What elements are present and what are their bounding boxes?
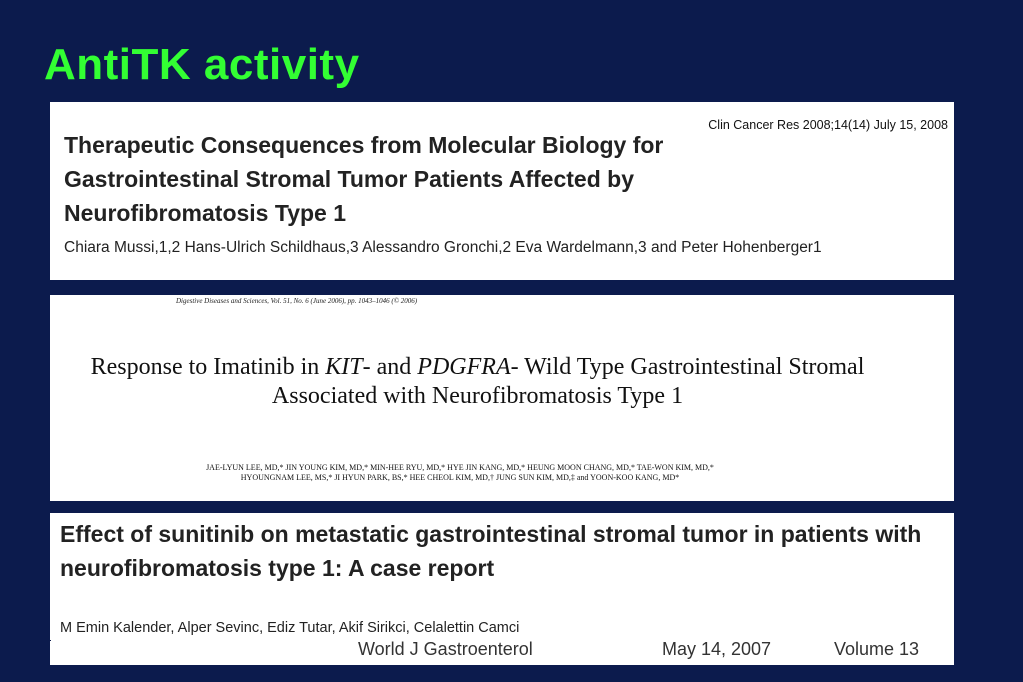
divider (50, 640, 51, 641)
article-clipping-world-j-gastroenterol (50, 513, 954, 665)
gene-kit: KIT (325, 354, 363, 380)
article-clipping-dig-dis-sci (50, 295, 954, 501)
journal-name: World J Gastroenterol (358, 639, 533, 659)
article-clipping-clin-cancer-res (50, 102, 954, 280)
title-part: - Wild Type Gastrointestinal Stromal Associated with Neurofibromatosis Type 1 (271, 354, 865, 409)
title-part: Response to Imatinib in (90, 354, 326, 380)
article-title: Effect of sunitinib on metastatic gastrointestinal stromal tumor in patients with neurofibromatosis type 1: A case report (60, 521, 922, 581)
slide-title: AntiTK activity (44, 40, 360, 89)
article-authors: JAE-LYUN LEE, MD,* JIN YOUNG KIM, MD,* MIN-HEE RYU, MD,* HYE JIN KANG, MD,* HEUNG MOON CHANG, MD,* TAE-WON KIM, MD,* HYOUNGNAM LEE, MS,* JI HYUN PARK, BS,* HEE CHEOL KIM, MD,† JUNG SUN KIM, MD,‡ and YOON-KOO KANG, MD* (206, 463, 714, 482)
article-authors: Chiara Mussi,1,2 Hans-Ulrich Schildhaus,3 Alessandro Gronchi,2 Eva Wardelmann,3 and Peter Hohenberger1 (64, 239, 822, 256)
article-title (90, 353, 865, 411)
gene-pdgfra: PDGFRA (417, 354, 511, 380)
article-authors: M Emin Kalender, Alper Sevinc, Ediz Tutar, Akif Sirikci, Celalettin Camci (60, 620, 520, 636)
journal-citation: Digestive Diseases and Sciences, Vol. 51, No. 6 (June 2006), pp. 1043–1046 (© 2006) (176, 297, 418, 305)
article-title: Therapeutic Consequences from Molecular Biology for Gastrointestinal Stromal Tumor Patients Affected by Neurofibromatosis Type 1 (64, 132, 664, 226)
journal-volume: Volume 13 (834, 639, 920, 659)
journal-citation: Clin Cancer Res 2008;14(14) July 15, 2008 (708, 118, 948, 132)
title-part: - and (362, 354, 418, 380)
publication-date: May 14, 2007 (662, 639, 772, 659)
